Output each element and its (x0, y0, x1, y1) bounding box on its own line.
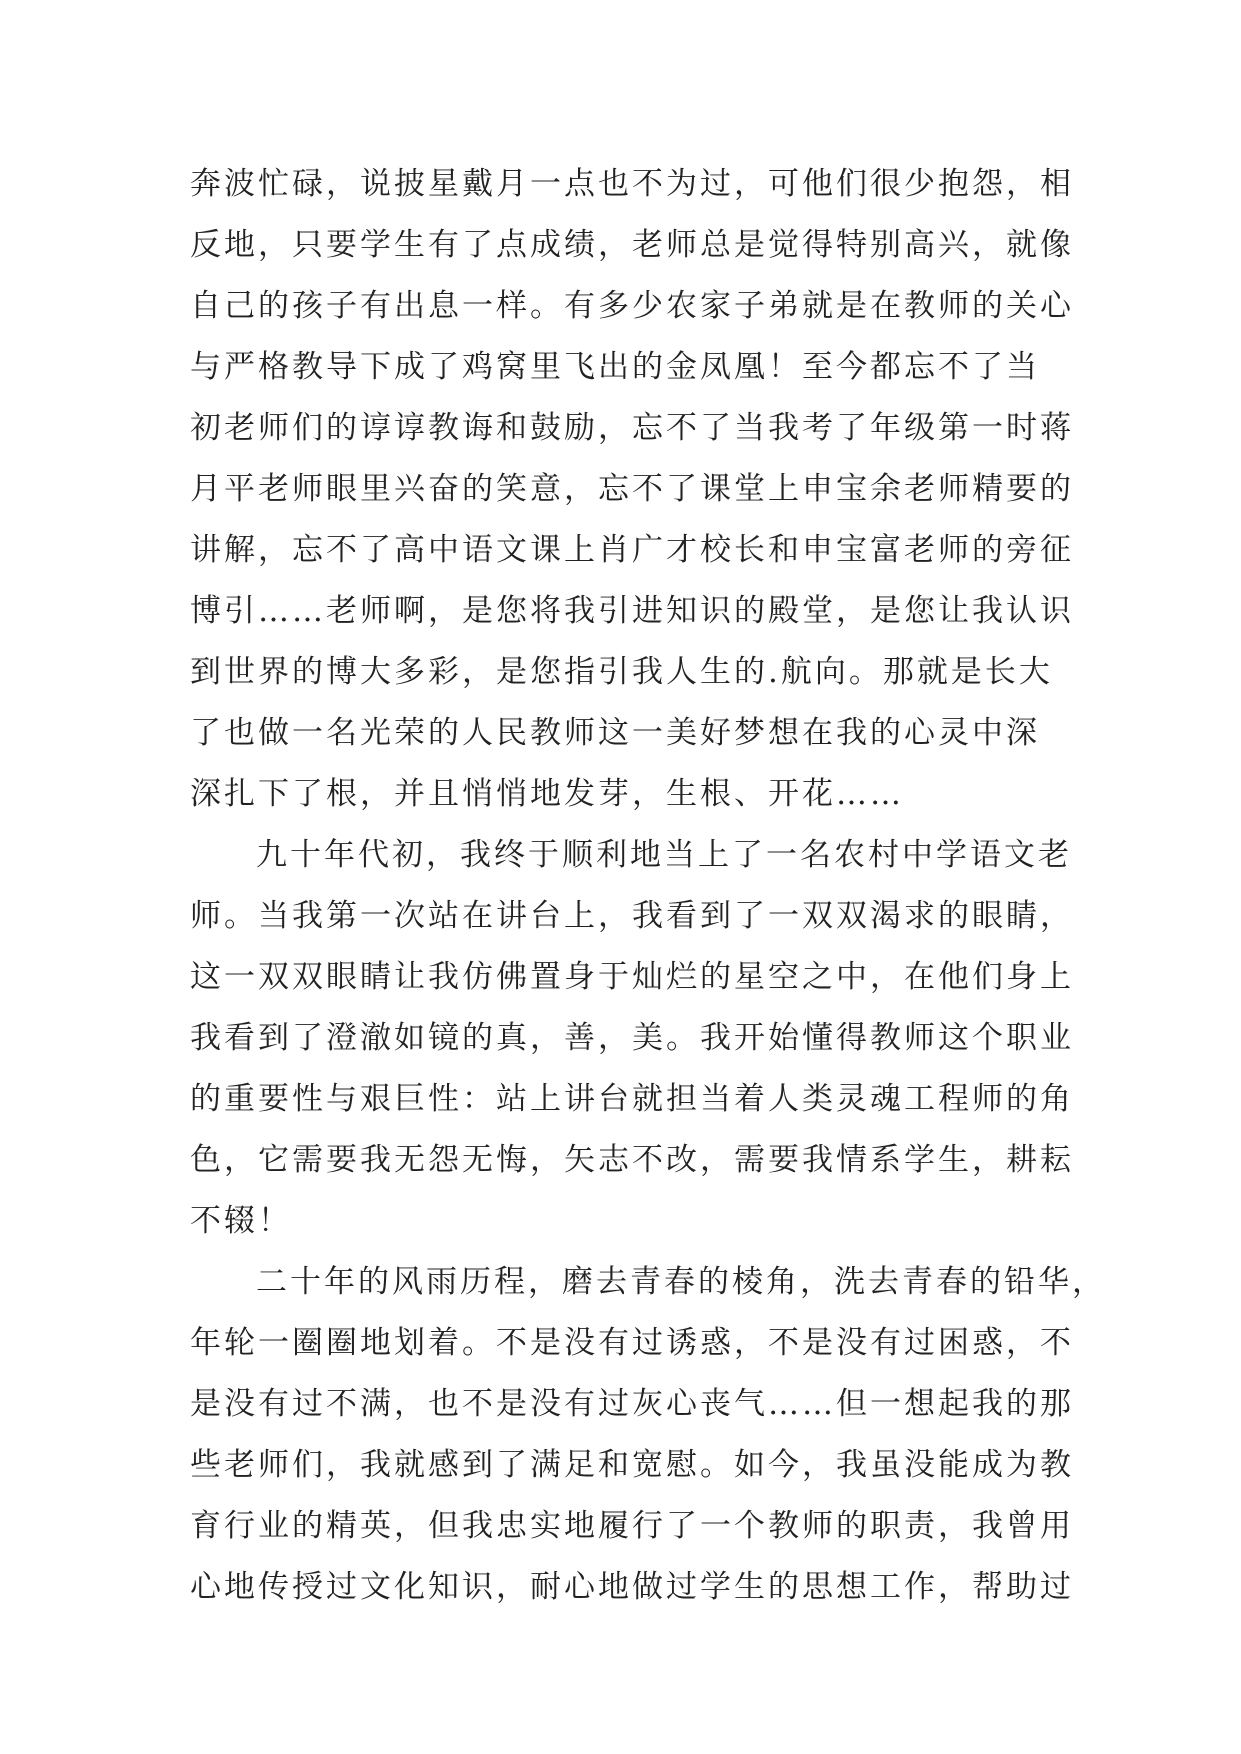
body-text (190, 154, 1106, 1618)
text-line: 心地传授过文化知识，耐心地做过学生的思想工作，帮助过 (190, 1569, 1074, 1605)
text-line: 年轮一圈圈地划着。不是没有过诱惑，不是没有过困惑，不 (190, 1325, 1074, 1361)
text-line: 自己的孩子有出息一样。有多少农家子弟就是在教师的关心 (190, 288, 1074, 324)
text-line: 深扎下了根，并且悄悄地发芽，生根、开花…… (190, 776, 904, 812)
text-line: 些老师们，我就感到了满足和宽慰。如今，我虽没能成为教 (190, 1447, 1074, 1483)
text-line: 师。当我第一次站在讲台上，我看到了一双双渴求的眼睛， (190, 898, 1074, 934)
text-line: 博引……老师啊，是您将我引进知识的殿堂，是您让我认识 (190, 593, 1074, 629)
text-line: 育行业的精英，但我忠实地履行了一个教师的职责，我曾用 (190, 1508, 1074, 1544)
text-line: 二十年的风雨历程，磨去青春的棱角，洗去青春的铅华， (256, 1264, 1106, 1300)
text-line: 月平老师眼里兴奋的笑意，忘不了课堂上申宝余老师精要的 (190, 471, 1074, 507)
text-line: 到世界的博大多彩，是您指引我人生的.航向。那就是长大 (190, 654, 1053, 690)
text-line: 与严格教导下成了鸡窝里飞出的金凤凰！至今都忘不了当 (190, 349, 1040, 385)
text-line: 是没有过不满，也不是没有过灰心丧气……但一想起我的那 (190, 1386, 1074, 1422)
text-line: 反地，只要学生有了点成绩，老师总是觉得特别高兴，就像 (190, 227, 1074, 263)
text-line: 我看到了澄澈如镜的真，善，美。我开始懂得教师这个职业 (190, 1020, 1074, 1056)
text-line: 不辍！ (190, 1203, 292, 1239)
text-line: 讲解，忘不了高中语文课上肖广才校长和申宝富老师的旁征 (190, 532, 1074, 568)
text-line: 初老师们的谆谆教诲和鼓励，忘不了当我考了年级第一时蒋 (190, 410, 1074, 446)
text-line: 这一双双眼睛让我仿佛置身于灿烂的星空之中，在他们身上 (190, 959, 1074, 995)
text-line: 色，它需要我无怨无悔，矢志不改，需要我情系学生，耕耘 (190, 1142, 1074, 1178)
text-line: 九十年代初，我终于顺利地当上了一名农村中学语文老 (256, 837, 1072, 873)
text-line: 奔波忙碌，说披星戴月一点也不为过，可他们很少抱怨，相 (190, 166, 1074, 202)
text-line: 了也做一名光荣的人民教师这一美好梦想在我的心灵中深 (190, 715, 1040, 751)
text-line: 的重要性与艰巨性：站上讲台就担当着人类灵魂工程师的角 (190, 1081, 1074, 1117)
